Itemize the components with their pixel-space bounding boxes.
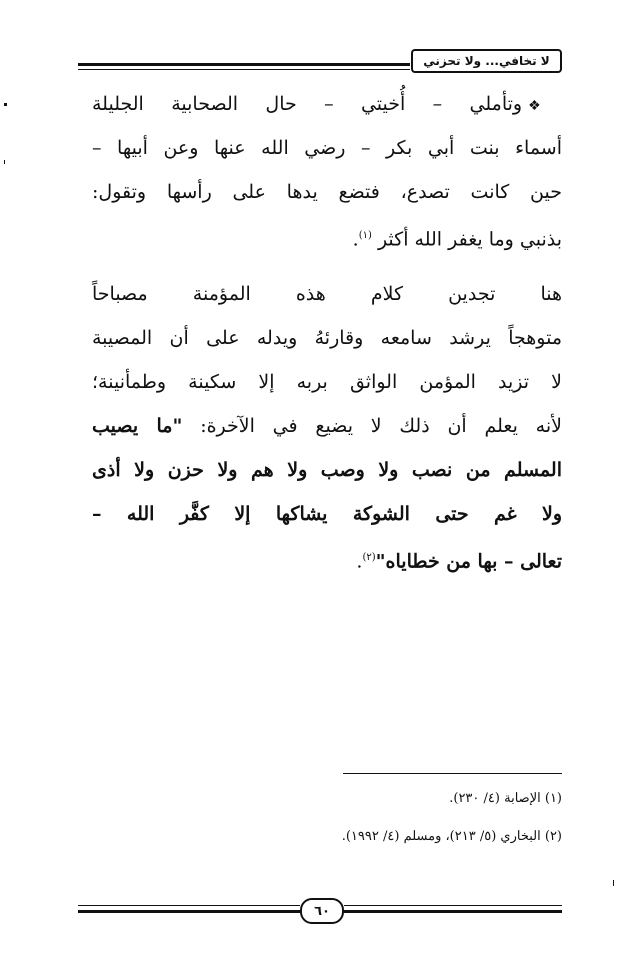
text-line: حين كانت تصدع، فتضع يدها على رأسها وتقول:: [92, 181, 562, 203]
page-number-badge: [300, 898, 344, 924]
hadith-quote-line: المسلم من نصب ولا وصب ولا هم ولا حزن ولا أذى: [92, 459, 562, 481]
text-line: متوهجاً يرشد سامعه وقارئهُ ويدله على أن المصيبة: [92, 327, 562, 349]
running-title-box: [411, 49, 562, 73]
hadith-quote-line: ولا غم حتى الشوكة يشاكها إلا كفَّر الله –: [92, 503, 562, 525]
footer-rule-left-thin: [78, 905, 300, 906]
hadith-quote-line: تعالى – بها من خطاياه"$^{(٢)}$.: [356, 550, 562, 573]
running-title: لا تخافي... ولا تحزني: [423, 54, 550, 68]
text-line: [92, 404, 562, 448]
scan-speck: [613, 880, 614, 886]
text-line-content: لأنه يعلم أن ذلك لا يضيع في الآخرة:: [200, 415, 562, 437]
text-line-content: وتأملي – أُخيتي – حال الصحابية الجليلة: [92, 93, 523, 115]
footnote-ref-2: (٢): [362, 552, 376, 563]
header-rule-thin: [78, 69, 410, 70]
scan-speck: [4, 160, 5, 164]
text-line: هنا تجدين كلام هذه المؤمنة مصباحاً: [92, 283, 562, 305]
text-line: أسماء بنت أبي بكر – رضي الله عنها وعن أبيها –: [92, 137, 562, 159]
footnote-separator: [343, 773, 562, 774]
page-number: ٦٠: [314, 903, 330, 919]
footnote-1: (١) الإصابة (٤/ ٢٣٠).: [449, 791, 562, 806]
paragraph-1: [92, 82, 562, 258]
hadith-quote-start: "ما يصيب: [92, 415, 183, 437]
paragraph-2: [92, 272, 562, 580]
footer-rule-right-thick: [344, 910, 562, 913]
text-line: لا تزيد المؤمن الواثق بربه إلا سكينة وطمأنينة؛: [92, 371, 562, 393]
footnote-2: (٢) البخاري (٥/ ٢١٣)، ومسلم (٤/ ١٩٩٢).: [341, 829, 562, 844]
text-line: [92, 82, 562, 126]
footnote-ref-1: (١): [358, 230, 372, 241]
header-rule-thick: [78, 63, 410, 66]
scan-speck: [4, 103, 7, 106]
footer-rule-right-thin: [344, 905, 562, 906]
diamond-bullet-icon: ❖: [528, 98, 562, 114]
text-line: بذنبي وما يغفر الله أكثر $^{(١)}$.: [352, 228, 562, 251]
text-line-content: بذنبي وما يغفر الله أكثر: [377, 228, 562, 251]
footer-rule-left-thick: [78, 910, 300, 913]
text-line-content: تعالى – بها من خطاياه": [375, 550, 562, 573]
